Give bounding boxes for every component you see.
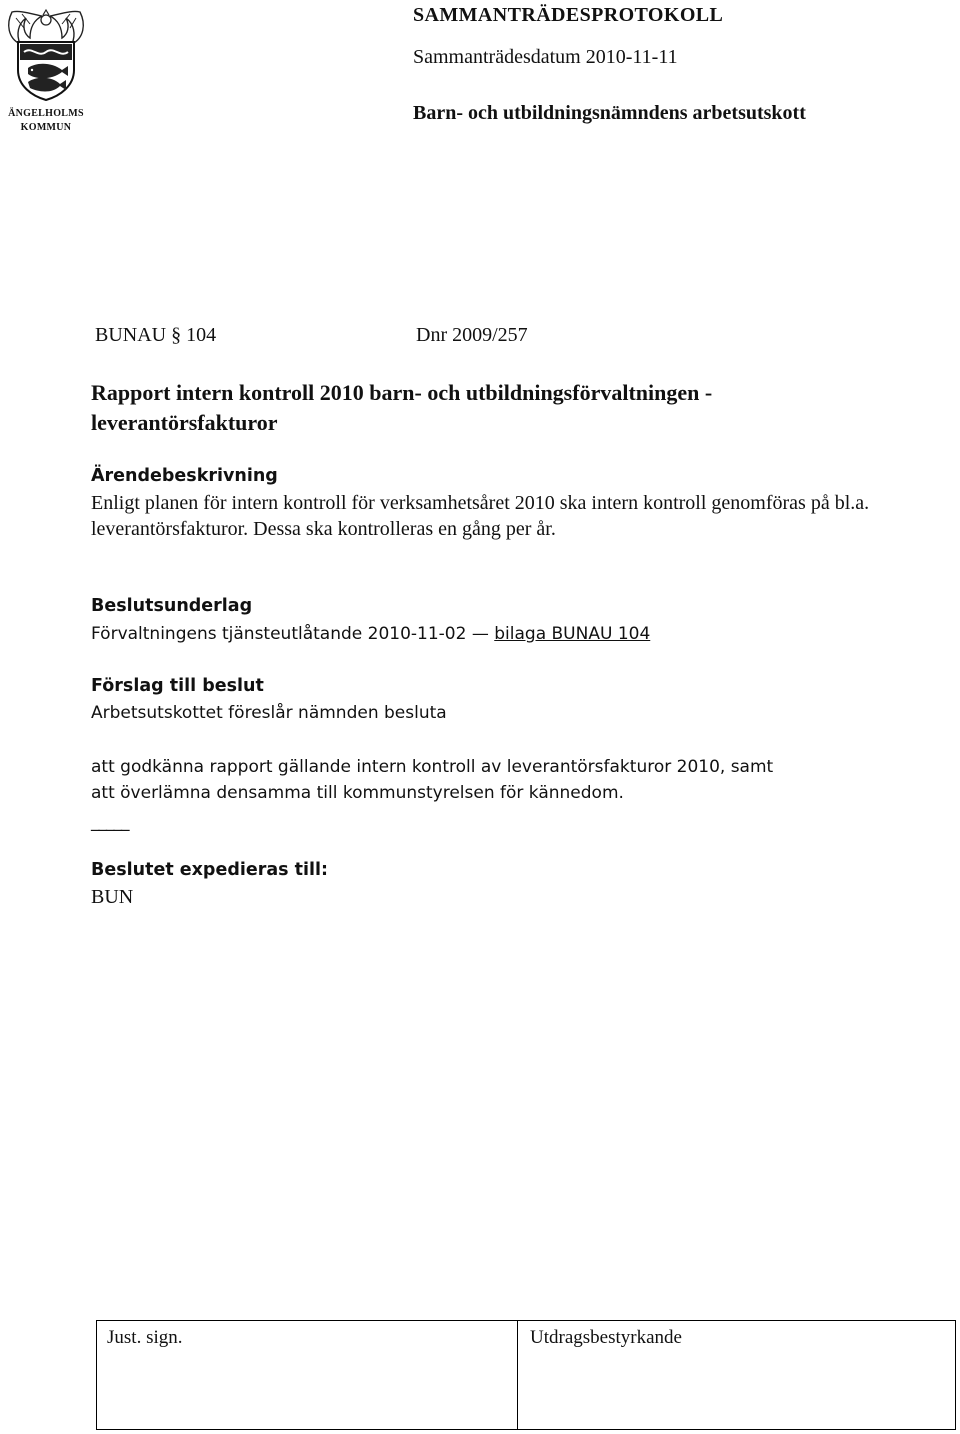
proposal-line-1: att godkänna rapport gällande intern kontroll av leverantörsfakturor 2010, samt — [91, 757, 774, 777]
proposal-line-2: att överlämna densamma till kommunstyrelsen för kännedom. — [91, 783, 624, 803]
diary-number: Dnr 2009/257 — [416, 324, 528, 346]
document-type-title: SAMMANTRÄDESPROTOKOLL — [413, 4, 724, 26]
utdragsbestyrkande-label: Utdragsbestyrkande — [530, 1327, 682, 1348]
coat-of-arms-icon — [2, 4, 90, 104]
committee-name: Barn- och utbildningsnämndens arbetsutskott — [413, 102, 806, 124]
decision-basis-line — [91, 624, 650, 644]
paragraph-code: BUNAU § 104 — [95, 324, 217, 346]
attachment-link[interactable]: bilaga BUNAU 104 — [494, 624, 651, 644]
case-description-text: Enligt planen för intern kontroll för verksamhetsåret 2010 ska intern kontroll genomföras på bl.a. leverantörsfakturor. Dessa ska kontrolleras en gång per år. — [91, 492, 870, 540]
logo-text-line1: ÄNGELHOLMS — [8, 108, 84, 119]
section-heading-beslutsunderlag: Beslutsunderlag — [91, 596, 253, 616]
logo-text-line2: KOMMUN — [20, 122, 72, 133]
section-heading-arendebeskrivning: Ärendebeskrivning — [91, 466, 278, 486]
just-sign-label: Just. sign. — [107, 1327, 183, 1348]
section-heading-forslag: Förslag till beslut — [91, 676, 264, 696]
recipient: BUN — [91, 886, 134, 908]
signature-box — [96, 1320, 956, 1430]
meeting-date: Sammanträdesdatum 2010-11-11 — [413, 46, 678, 68]
separator-line: _____ — [91, 812, 129, 832]
proposal-intro: Arbetsutskottet föreslår nämnden besluta — [91, 703, 447, 723]
section-heading-expedieras: Beslutet expedieras till: — [91, 860, 329, 880]
municipality-logo — [2, 4, 90, 134]
signature-divider — [517, 1321, 518, 1429]
case-title: Rapport intern kontroll 2010 barn- och utbildningsförvaltningen - leverantörsfakturor — [91, 380, 713, 435]
decision-basis-text: Förvaltningens tjänsteutlåtande 2010-11-02 — — [91, 624, 489, 644]
